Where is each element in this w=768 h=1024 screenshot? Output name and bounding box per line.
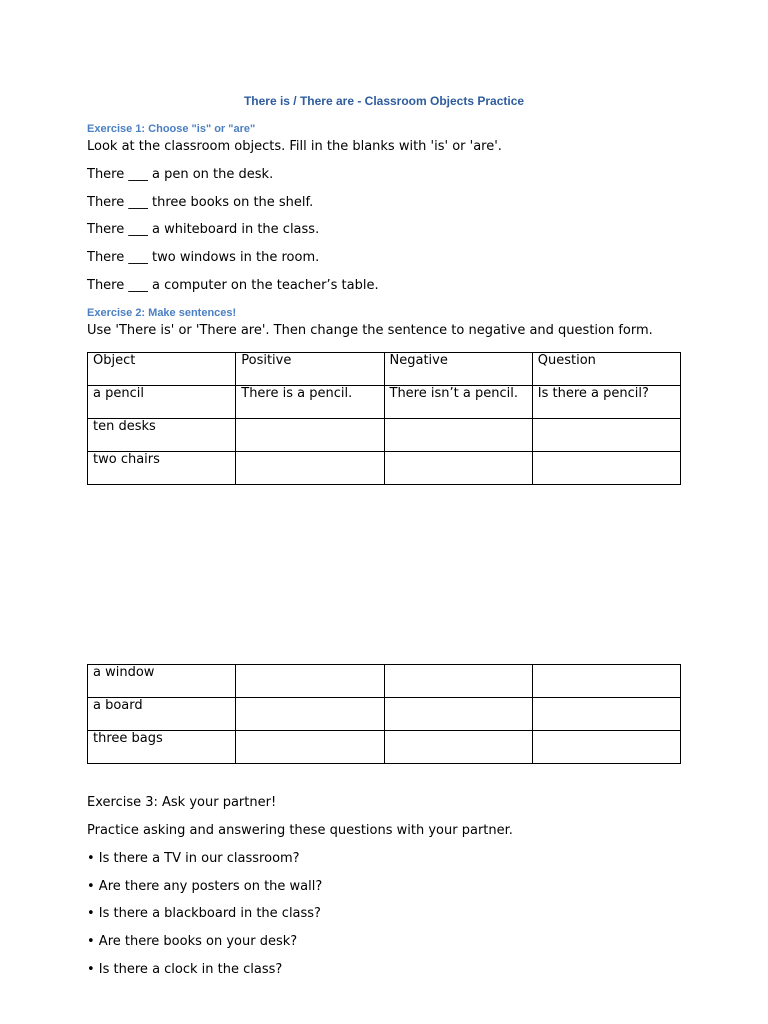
table-cell-negative[interactable]: [384, 665, 532, 698]
table-cell-question[interactable]: [532, 698, 680, 731]
table-cell-positive: There is a pencil.: [236, 386, 384, 419]
table-cell-negative[interactable]: [384, 698, 532, 731]
table-cell-object: ten desks: [88, 419, 236, 452]
exercise3-item-5: • Is there a clock in the class?: [87, 962, 283, 977]
table-cell-positive[interactable]: [236, 698, 384, 731]
table-cell-question[interactable]: [532, 452, 680, 485]
table-cell-positive[interactable]: [236, 419, 384, 452]
table-cell-question: Is there a pencil?: [532, 386, 680, 419]
exercise3-item-1: • Is there a TV in our classroom?: [87, 851, 300, 866]
table-header-row: [88, 353, 681, 386]
exercise1-item-4: There ___ two windows in the room.: [87, 250, 320, 265]
table-cell-object: a window: [88, 665, 236, 698]
header-cell-question: Question: [532, 353, 680, 386]
table-cell-negative[interactable]: [384, 419, 532, 452]
worksheet-title: There is / There are - Classroom Objects Practice: [243, 94, 525, 108]
exercise3-item-4: • Are there books on your desk?: [87, 934, 298, 949]
table-row: [88, 386, 681, 419]
exercise3-heading: Exercise 3: Ask your partner!: [87, 795, 277, 810]
table-row: [88, 731, 681, 764]
table-cell-object: three bags: [88, 731, 236, 764]
exercise3-item-3: • Is there a blackboard in the class?: [87, 906, 321, 921]
table-row: [88, 698, 681, 731]
table-cell-positive[interactable]: [236, 452, 384, 485]
table-cell-negative[interactable]: [384, 731, 532, 764]
table-cell-object: a pencil: [88, 386, 236, 419]
table-cell-negative: There isn’t a pencil.: [384, 386, 532, 419]
table-cell-question[interactable]: [532, 731, 680, 764]
table-cell-negative[interactable]: [384, 452, 532, 485]
table-row: [88, 419, 681, 452]
exercise3-item-2: • Are there any posters on the wall?: [87, 879, 323, 894]
header-cell-negative: Negative: [384, 353, 532, 386]
exercise1-item-3: There ___ a whiteboard in the class.: [87, 222, 320, 237]
table-cell-question[interactable]: [532, 419, 680, 452]
exercise1-item-5: There ___ a computer on the teacher’s table.: [87, 278, 379, 293]
exercise1-instruction: Look at the classroom objects. Fill in the blanks with 'is' or 'are'.: [87, 139, 502, 154]
sentence-table-part2: [87, 664, 681, 764]
exercise3-instruction: Practice asking and answering these questions with your partner.: [87, 823, 513, 838]
table-cell-question[interactable]: [532, 665, 680, 698]
table-cell-positive[interactable]: [236, 731, 384, 764]
table-row: [88, 452, 681, 485]
exercise1-heading: Exercise 1: Choose "is" or "are": [87, 123, 256, 135]
sentence-table-part1: [87, 352, 681, 485]
table-cell-positive[interactable]: [236, 665, 384, 698]
exercise2-instruction: Use 'There is' or 'There are'. Then change the sentence to negative and question form.: [87, 323, 653, 338]
exercise1-item-1: There ___ a pen on the desk.: [87, 167, 274, 182]
header-cell-positive: Positive: [236, 353, 384, 386]
table-row: [88, 665, 681, 698]
exercise1-item-2: There ___ three books on the shelf.: [87, 195, 314, 210]
header-cell-object: Object: [88, 353, 236, 386]
exercise2-heading: Exercise 2: Make sentences!: [87, 307, 237, 319]
table-cell-object: a board: [88, 698, 236, 731]
table-cell-object: two chairs: [88, 452, 236, 485]
